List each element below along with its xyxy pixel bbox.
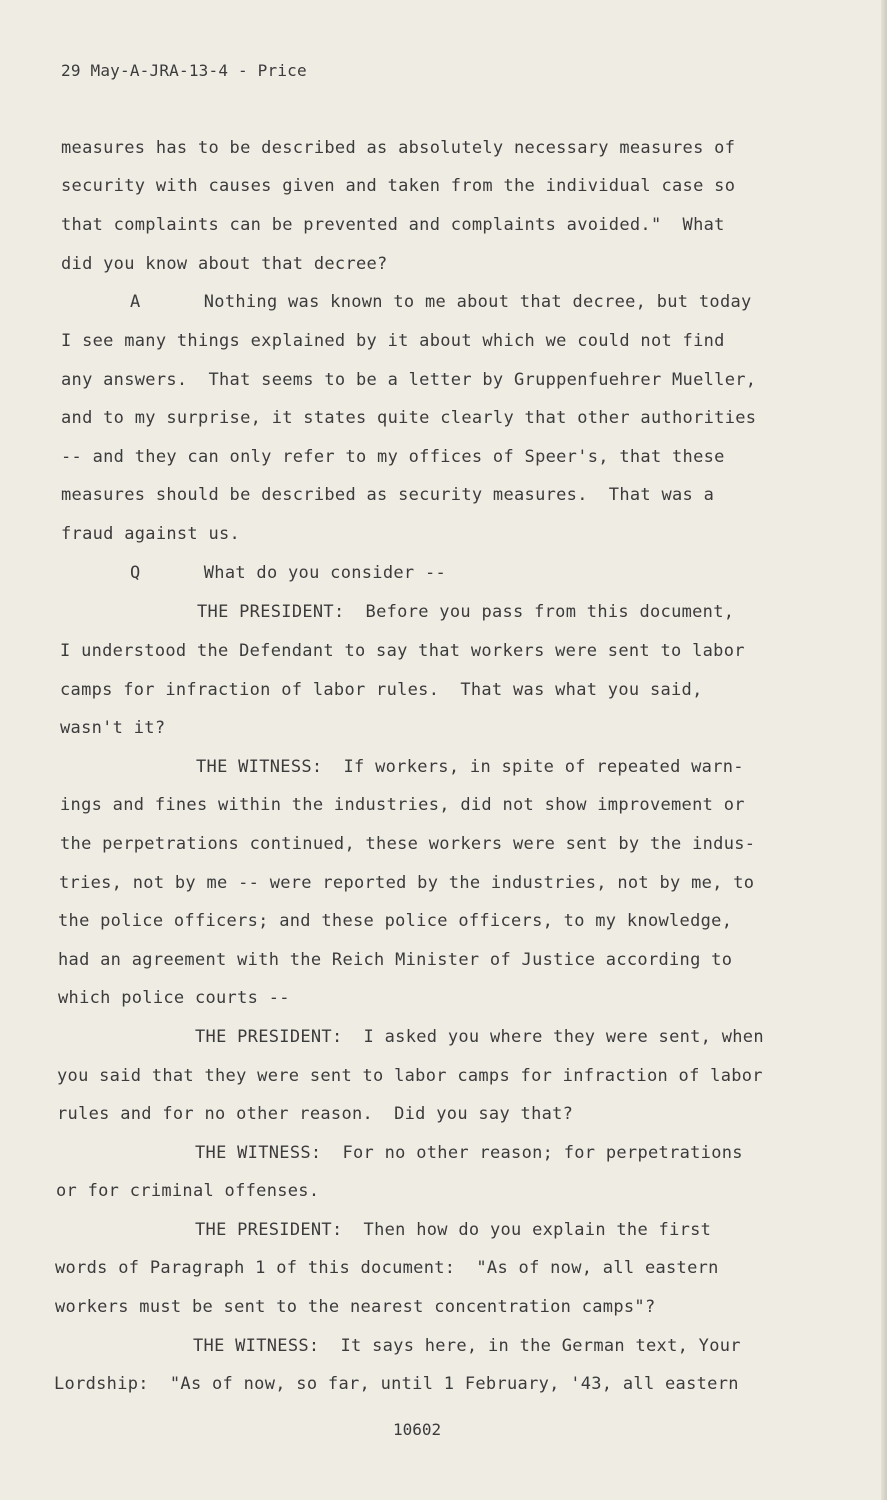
text-line: tries, not by me -- were reported by the industries, not by me, to [59,873,755,893]
text-line: which police courts -- [58,988,290,1008]
text-line: or for criminal offenses. [56,1181,320,1201]
text-line: the perpetrations continued, these workers were sent by the indus- [60,834,756,854]
text-line: measures has to be described as absolutely necessary measures of [61,138,736,158]
text-line: THE PRESIDENT: Then how do you explain the first [195,1220,712,1240]
page-header: 29 May-A-JRA-13-4 - Price [61,61,307,80]
text-line: you said that they were sent to labor camps for infraction of labor [57,1066,763,1086]
text-line: ings and fines within the industries, did not show improvement or [60,795,745,815]
text-line: rules and for no other reason. Did you say that? [57,1104,574,1124]
page-edge [881,0,887,1500]
text-line: THE WITNESS: If workers, in spite of repeated warn- [196,757,744,777]
text-line: THE PRESIDENT: Before you pass from this document, [197,602,735,622]
text-line: I understood the Defendant to say that workers were sent to labor [60,641,745,661]
text-line: that complaints can be prevented and complaints avoided." What [61,215,725,235]
text-line: words of Paragraph 1 of this document: "As of now, all eastern [55,1258,719,1278]
text-line: I see many things explained by it about which we could not find [61,331,725,351]
text-line: workers must be sent to the nearest concentration camps"? [55,1297,656,1317]
text-line: -- and they can only refer to my offices of Speer's, that these [61,447,725,467]
text-line: did you know about that decree? [61,254,388,274]
text-line: THE WITNESS: It says here, in the German text, Your [193,1336,741,1356]
text-line: fraud against us. [61,524,241,544]
text-line: camps for infraction of labor rules. That was what you said, [60,680,703,700]
text-line: the police officers; and these police officers, to my knowledge, [58,911,733,931]
text-line: and to my surprise, it states quite clearly that other authorities [61,408,757,428]
text-line: Lordship: "As of now, so far, until 1 February, '43, all eastern [54,1374,739,1394]
text-line: any answers. That seems to be a letter by Gruppenfuehrer Mueller, [61,370,757,390]
text-line: had an agreement with the Reich Minister of Justice according to [58,950,733,970]
text-line: measures should be described as security measures. That was a [61,485,715,505]
text-line: THE WITNESS: For no other reason; for perpetrations [195,1143,743,1163]
text-line: security with causes given and taken from the individual case so [61,176,736,196]
text-line: wasn't it? [60,718,166,738]
text-line: THE PRESIDENT: I asked you where they were sent, when [195,1027,764,1047]
text-line: A Nothing was known to me about that decree, but today [130,292,752,312]
text-line: Q What do you consider -- [130,563,447,583]
page-number: 10602 [393,1420,442,1439]
